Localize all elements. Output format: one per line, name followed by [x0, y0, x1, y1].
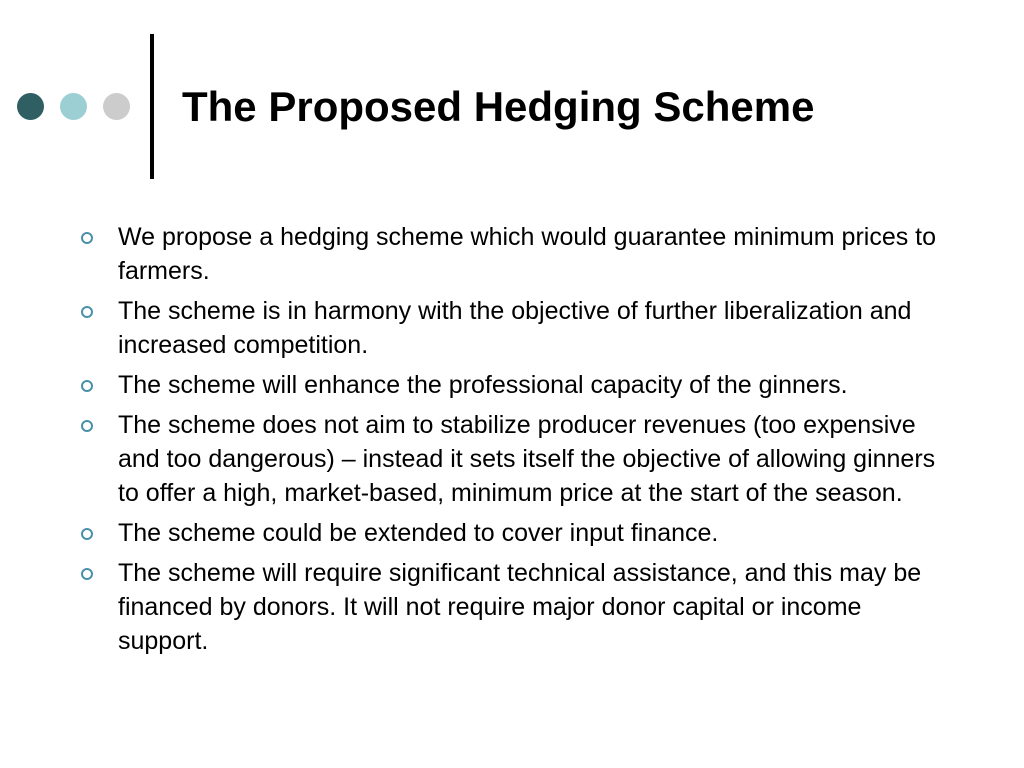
gray-dot-icon [103, 93, 130, 120]
bullet-text: The scheme will enhance the professional capacity of the ginners. [118, 371, 848, 399]
bullet-list [78, 220, 958, 664]
title-divider [150, 34, 154, 179]
circle-bullet-icon [81, 380, 93, 392]
circle-bullet-icon [81, 568, 93, 580]
bullet-text: The scheme is in harmony with the objective of further liberalization and increased competition. [118, 297, 912, 359]
bullet-text: The scheme could be extended to cover input finance. [118, 519, 719, 547]
bullet-text: The scheme will require significant technical assistance, and this may be financed by donors. It will not require major donor capital or income support. [118, 559, 922, 655]
light-teal-dot-icon [60, 93, 87, 120]
bullet-item [78, 220, 958, 288]
dark-teal-dot-icon [17, 93, 44, 120]
circle-bullet-icon [81, 232, 93, 244]
bullet-text: We propose a hedging scheme which would guarantee minimum prices to farmers. [118, 223, 937, 285]
decorative-dots [0, 0, 150, 200]
bullet-item [78, 516, 958, 550]
bullet-item [78, 294, 958, 362]
bullet-item [78, 408, 958, 510]
circle-bullet-icon [81, 528, 93, 540]
bullet-item [78, 556, 958, 658]
slide-title: The Proposed Hedging Scheme [182, 83, 815, 130]
bullet-text: The scheme does not aim to stabilize producer revenues (too expensive and too dangerous) – instead it sets itself the objective of allowing ginners to offer a high, market-based, minimum price at the start of the season. [118, 411, 936, 507]
circle-bullet-icon [81, 420, 93, 432]
bullet-item [78, 368, 958, 402]
circle-bullet-icon [81, 306, 93, 318]
